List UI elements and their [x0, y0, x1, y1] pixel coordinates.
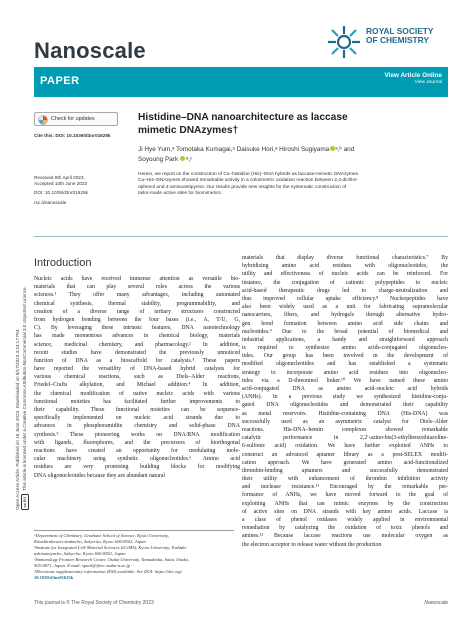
footnote-line: 565-0871, Japan. E-mail: spark@ifrec.osaka-u.ac.jp [34, 563, 131, 568]
footnote-line: Kitashirakawa-oiwakecho, Sakyo-ku, Kyoto 606-8502, Japan [34, 539, 146, 544]
body-text-line: (ANHs). In a previous study we synthesized histidine-conju- [242, 394, 448, 401]
body-text-line: construct an advanced aptamer library as a post-SELEX modifi- [242, 451, 448, 458]
body-text-line: cation approach. We have generated amino acid-functionalized [242, 459, 448, 466]
body-text-line: from hydrogen bonding between the four bases (i.e., A, T/U, G, [34, 316, 240, 323]
title-line-1: Histidine–DNA nanoarchitecture as laccase [138, 112, 348, 123]
body-text-line: acid-based therapeutic drugs led to charge-neutralization and [242, 287, 448, 294]
article-doi[interactable]: DOI: 10.1039/d3nr01625k [34, 190, 88, 195]
body-text-line: specifically implemented on nucleic acid strands due to [34, 415, 240, 422]
body-text-line: strategy to incorporate amino acid residues into oligonucleo- [242, 369, 448, 376]
footnote-line: ᵃDepartment of Chemistry, Graduate School of Science, Kyoto University, [34, 533, 169, 538]
body-text-line: industrial applications, a handy and straightforward approach [242, 336, 448, 343]
accepted-date: Accepted 10th June 2023 [34, 181, 88, 186]
body-text-line: Friedel–Crafts alkylation, and Michael addition.⁴ In addition, [34, 382, 240, 389]
authors-affil-1: ᵃ,ᵇ [335, 146, 342, 153]
body-text-line: thrombin-binding aptamers and successfully demonstrated [242, 467, 448, 474]
view-journal-link[interactable]: View Journal [414, 80, 442, 85]
body-text-line: residues are very promising building blocks for modifying [34, 464, 240, 471]
cite-this-text: Cite this: DOI: 10.1039/d3nr01625k [34, 133, 111, 138]
body-text-line: acid-conjugated DNA as amino acid–nucleic acid hybrids [242, 386, 448, 392]
body-text-line: science, medicinal chemistry, and pharmacology.² In addition, [34, 341, 240, 348]
received-date: Received 8th April 2023, [34, 175, 85, 180]
body-text-line: cular machinery using synthetic oligonucleotides.⁶ Amino acid [34, 456, 240, 463]
body-text-line: successfully used as an asymmetric catalyst for Diels–Alder [242, 418, 448, 425]
body-text-line: Nucleic acids have received immense attention as versatile bio- [34, 276, 240, 282]
body-text-line: synthesis.⁵ These pioneering works on DNA/RNA modification [34, 431, 240, 438]
authors-and: and [341, 146, 355, 153]
article-type-banner [34, 67, 448, 97]
body-text-line: sciences.¹ They offer many advantages, including automated [34, 292, 240, 299]
body-text-line: utility and effectiveness of nucleic acids can be reinforced. For [242, 271, 448, 278]
article-type: PAPER [40, 75, 80, 87]
body-text-line: DNA oligonucleotides because they are abundant natural [34, 472, 165, 479]
body-text-line: amines.¹² Because laccase reactions use molecular oxygen as [242, 533, 448, 540]
publisher-line-1: ROYAL SOCIETY [366, 26, 434, 36]
body-text-line: reactions have created an opportunity for modulating mole- [34, 447, 240, 454]
body-column-left [34, 275, 240, 480]
article-title [138, 111, 448, 137]
body-text-line: as metal reservoirs. Histidine-containing DNA (His-DNA) was [242, 410, 448, 417]
cite-this [34, 133, 111, 139]
body-text-line: hybridizing amino acid residues with oligonucleotides, the [242, 263, 448, 270]
check-for-updates-button[interactable] [34, 112, 118, 126]
footnote-line: †Electronic supplementary information (ESI) available. See DOI: https://doi.org/ [34, 569, 183, 574]
publisher-line-2: OF CHEMISTRY [366, 35, 429, 46]
authors-affil-2: ᵃ,ᶜ [185, 155, 193, 163]
article-history [34, 175, 88, 206]
section-divider [34, 236, 448, 237]
license-line-2: This article is licensed under a Creative Commons Attribution-NonCommercial 3.0 Unported Licence. [22, 286, 27, 491]
body-text-line: 6-sulfonic acid) oxidation. We have further exploited ANHs to [242, 443, 448, 450]
footnote-line: ᵇInstitute for Integrated Cell-Material Sciences (iCeMS), Kyoto University, Yoshida- [34, 545, 188, 550]
body-text-line: with ligands, fluorophores, and the precursors of biorthogonal [34, 439, 240, 446]
body-text-line: creation of a diverse range of tertiary structures constructed [34, 308, 240, 315]
body-text-line: various chemical reactions, such as Diels–Alder reactions, [34, 374, 240, 381]
license-line-1: Open Access Article. Published on 16 June 2023. Downloaded on 6/17/2023 4:24:17 PM. [15, 328, 20, 510]
abstract-line: tailor-made active sites for biomimetics. [138, 191, 222, 197]
body-text-line: tides. Our group has been involved in the development of [242, 353, 448, 360]
body-text-line: modified oligonucleotides and has established a systematic [242, 361, 448, 368]
rsc-emblem-icon [326, 24, 362, 60]
body-text-line: chemical synthesis, thermal stability, programmability, and [34, 300, 240, 307]
authors-line-1: Ji Hye Yum,ᵃ Tomotaka Kumagai,ᵃ Daisuke Hori,ᵃ Hiroshi Sugiyama [138, 146, 330, 153]
body-text-line: catalytic performance in 2,2′-azino-bis(3-ethylbenzothiazoline- [242, 435, 448, 442]
abstract-line: Cu–His–DNAzymes showed remarkable activity in a colorimetric oxidation reaction between 2,4-dichlor- [138, 178, 359, 184]
body-text-line: also been widely used as a unit for fabricating supramolecular [242, 304, 448, 311]
license-side-note [2, 70, 28, 510]
body-text-line: nucleotides.⁹ Due to the broad potential of biomedical and [242, 328, 448, 335]
body-text-line: function of DNA as a bioscaffold for catalysis.³ These papers [34, 357, 240, 364]
body-column-right [242, 254, 448, 549]
abstract-line: Herein, we report on the construction of Cu–histidine (His)–DNA hybrids as laccase-mimetic DNAzymes. [138, 172, 360, 177]
body-text-line: a class of phenol oxidases widely applied in environmental [242, 517, 448, 523]
body-text-line: has made momentous advances in chemical biology, materials [34, 333, 240, 340]
title-line-2: mimetic DNAzymes† [138, 125, 239, 136]
view-online-link[interactable]: View Article Online [384, 72, 442, 79]
body-text-line: of active sites on DNA strands with key amino acids. Laccase is [242, 508, 448, 515]
rsc-logo[interactable] [326, 24, 446, 64]
body-text-line: their capability. These functional moieties can be sequence- [34, 407, 240, 413]
journal-link[interactable]: rsc.li/nanoscale [34, 200, 67, 205]
body-text-line: nanocarriers, fibers, and hydrogels through alternative hydro- [242, 312, 448, 319]
footnote-divider [34, 530, 234, 531]
body-text-line: gated DNA oligonucleotides and demonstrated their capability [242, 402, 448, 409]
abstract [138, 172, 448, 198]
footnote-line: ushinomiyacho, Sakyo-ku, Kyoto 606-8501, Japan [34, 551, 126, 556]
orcid-icon[interactable] [330, 146, 335, 151]
body-text-line: formance of ANHs, we have moved forward to the goal of [242, 492, 448, 499]
body-text-line: materials that can play several roles across the various [34, 284, 240, 291]
check-for-updates-label: Check for updates [51, 116, 95, 122]
body-text-line: C). By leveraging these intrinsic features, DNA nanotechnology [34, 325, 240, 332]
journal-title: Nanoscale [34, 38, 146, 63]
body-text-line: instance, the conjugation of cationic polypeptides to nucleic [242, 279, 448, 286]
body-text-line: materials that display diverse functional characteristics.⁷ By [242, 255, 448, 261]
introduction-heading: Introduction [34, 257, 92, 269]
authors-line-2: Soyoung Park [138, 155, 179, 163]
abstract-line: ophenol and 4-aminoantipyrine. Our results provide new insights for the systematic construction of [138, 184, 347, 190]
body-text-line: exploiting ANHs that can mimic enzymes by the construction [242, 500, 448, 507]
footnote-line: ᶜImmunology Frontier Research Center, Osaka University, Yamadaoka, Suita, Osaka, [34, 557, 189, 562]
cc-license-icon[interactable]: cc BY [21, 494, 29, 510]
body-text-line: advances in phosphoramidite chemistry and solid-phase DNA [34, 423, 240, 430]
body-text-line: have reported the versatility of DNA-based hybrid catalysts for [34, 366, 240, 373]
body-text-line: the chemical modification of native nucleic acids with various [34, 390, 240, 397]
body-text-line: and nuclease resistance.¹¹ Encouraged by the remarkable per- [242, 484, 448, 491]
body-text-line: recent studies have demonstrated the previously unnoticed [34, 349, 240, 356]
footer-journal: Nanoscale [424, 600, 448, 606]
body-text-line: is required to synthesize amino acids-conjugated oligonucleo- [242, 345, 448, 352]
author-list [138, 145, 448, 164]
body-text-line: reactions. His-DNA–hemin complexes showed remarkable [242, 426, 448, 433]
copyright-notice: This journal is © The Royal Society of Chemistry 2023 [34, 600, 154, 606]
orcid-icon[interactable] [180, 156, 185, 161]
body-text-line: remediation by catalyzing the oxidation of toxic phenols and [242, 525, 448, 532]
footnotes [34, 533, 238, 581]
body-text-line: gen bond formation between amino acid side chains and [242, 320, 448, 327]
body-text-line: functional moieties has facilitated further improvements to [34, 398, 240, 405]
esi-doi-link[interactable]: 10.1039/d3nr01625k [34, 575, 74, 580]
body-text-line: their utility with enhancement of thrombin inhibition activity [242, 476, 448, 483]
body-text-line: the electron acceptor to release water without the production [242, 541, 382, 548]
body-text-line: tides via a D-threoninol linker.¹⁰ We have named these amino [242, 377, 448, 384]
crossmark-icon [38, 115, 48, 125]
body-text-line: thus improved cellular uptake efficiency.⁸ Nucleopeptides have [242, 295, 448, 302]
